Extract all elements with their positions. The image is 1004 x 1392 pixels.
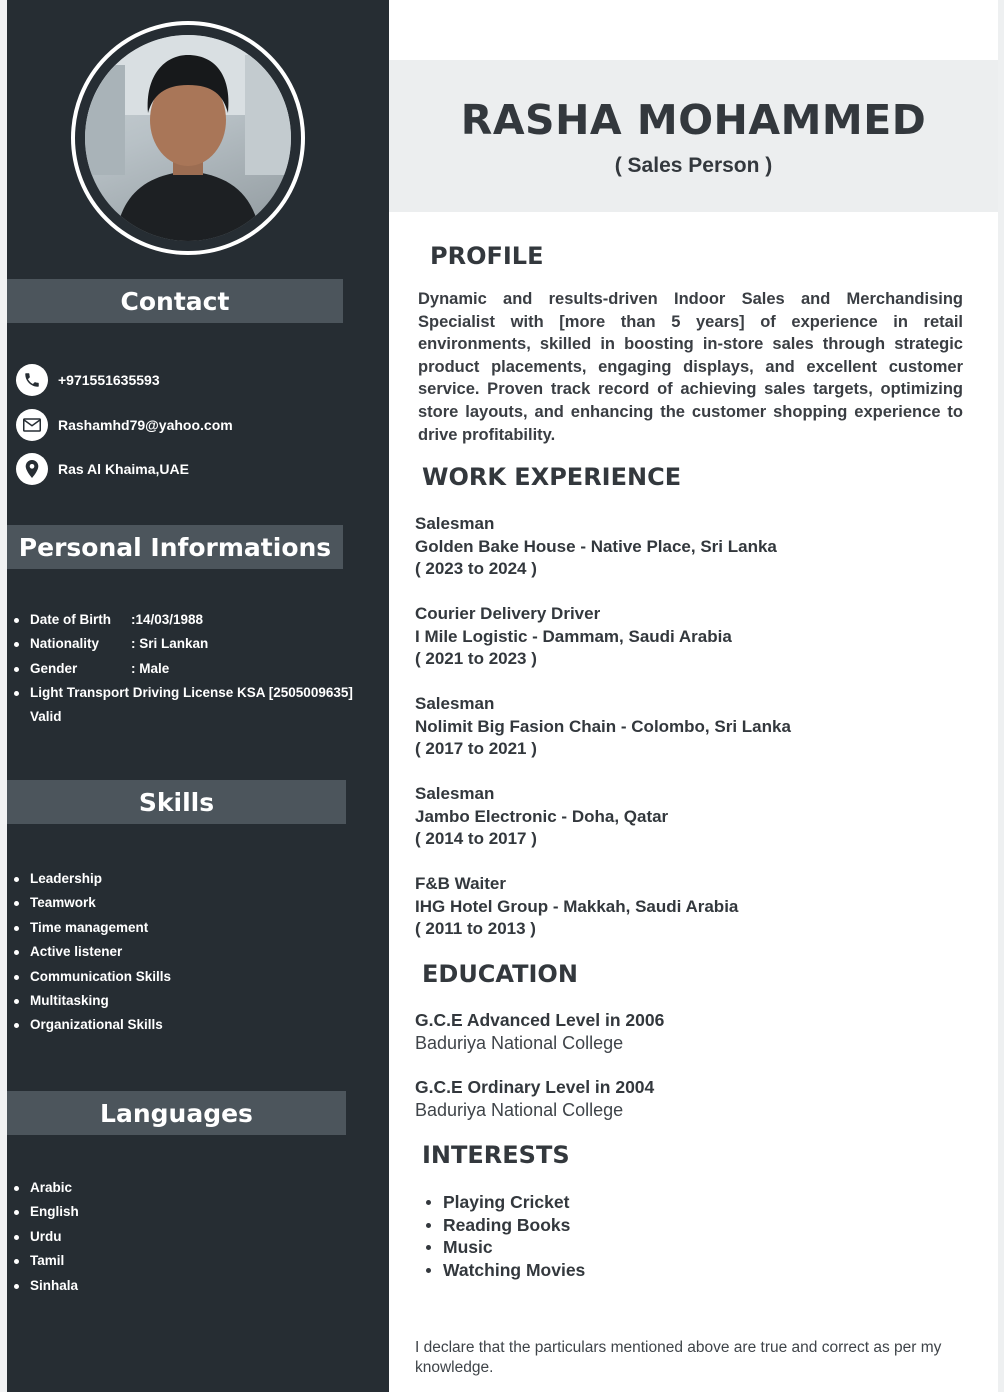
job-period: ( 2023 to 2024 )	[415, 559, 537, 578]
job-company: IHG Hotel Group - Makkah, Saudi Arabia	[415, 896, 739, 916]
skills-heading: Skills	[7, 780, 346, 824]
list-item: Tamil	[13, 1249, 79, 1273]
email-address: Rashamhd79@yahoo.com	[58, 417, 233, 433]
list-item: Time management	[13, 916, 171, 940]
list-item: Sinhala	[13, 1274, 79, 1298]
job-title: Salesman	[415, 694, 495, 713]
name-header	[389, 60, 998, 212]
location-text: Ras Al Khaima,UAE	[58, 461, 189, 477]
list-item: Date of Birth :14/03/1988	[13, 608, 353, 632]
job-entry	[415, 873, 738, 941]
languages-list	[13, 1176, 79, 1298]
list-item: Multitasking	[13, 989, 171, 1013]
education-heading: EDUCATION	[422, 960, 578, 988]
education-school: Baduriya National College	[415, 1100, 624, 1120]
list-item: Gender : Male	[13, 657, 353, 681]
languages-heading: Languages	[7, 1091, 346, 1135]
contact-phone[interactable]	[16, 364, 160, 396]
person-name: RASHA MOHAMMED	[460, 96, 927, 144]
skills-list	[13, 867, 171, 1038]
list-item: Watching Movies	[424, 1259, 585, 1282]
interests-heading: INTERESTS	[422, 1141, 570, 1169]
list-item: Reading Books	[424, 1214, 585, 1237]
job-entry	[415, 513, 777, 581]
person-portrait-icon	[85, 35, 291, 241]
job-company: Golden Bake House - Native Place, Sri Lanka	[415, 536, 777, 556]
profile-summary: Dynamic and results-driven Indoor Sales and Merchandising Specialist with [more than 5 years] of experience in retail environments, skilled in boosting in-store sales through strategic product placements, engaging displays, and excellent customer service. Proven track record of achieving sales targets, optimizing store layouts, and enhancing the customer shopping experience to drive profitability.	[418, 290, 963, 444]
license-validity: Valid	[30, 709, 62, 724]
phone-icon	[16, 364, 48, 396]
list-item: English	[13, 1200, 79, 1224]
list-item: Urdu	[13, 1225, 79, 1249]
sidebar	[7, 0, 389, 1392]
list-item: Communication Skills	[13, 965, 171, 989]
list-item: Teamwork	[13, 891, 171, 915]
list-item: Leadership	[13, 867, 171, 891]
contact-heading: Contact	[7, 279, 343, 323]
job-period: ( 2017 to 2021 )	[415, 739, 537, 758]
job-company: I Mile Logistic - Dammam, Saudi Arabia	[415, 626, 732, 646]
education-title: G.C.E Advanced Level in 2006	[415, 1010, 665, 1030]
email-icon	[16, 409, 48, 441]
list-item: Music	[424, 1236, 585, 1259]
list-item: Playing Cricket	[424, 1191, 585, 1214]
list-item: Active listener	[13, 940, 171, 964]
job-entry	[415, 603, 732, 671]
profile-heading: PROFILE	[430, 242, 544, 270]
job-entry	[415, 783, 668, 851]
page-edge-right	[998, 0, 1004, 1392]
job-title: Courier Delivery Driver	[415, 604, 601, 623]
phone-number: +971551635593	[58, 372, 160, 388]
personal-info-list	[13, 608, 353, 706]
contact-location	[16, 453, 189, 485]
list-item: Nationality : Sri Lankan	[13, 632, 353, 656]
contact-email[interactable]	[16, 409, 233, 441]
job-period: ( 2021 to 2023 )	[415, 649, 537, 668]
list-item: Arabic	[13, 1176, 79, 1200]
location-pin-icon	[16, 453, 48, 485]
list-item: Light Transport Driving License KSA [2505009635]	[13, 681, 353, 705]
education-title: G.C.E Ordinary Level in 2004	[415, 1077, 655, 1097]
job-period: ( 2011 to 2013 )	[415, 919, 536, 938]
job-title: Salesman	[415, 514, 495, 533]
interests-list	[424, 1191, 585, 1281]
personal-info-heading: Personal Informations	[7, 525, 343, 569]
list-item: Organizational Skills	[13, 1013, 171, 1037]
job-period: ( 2014 to 2017 )	[415, 829, 537, 848]
job-title: Salesman	[415, 784, 495, 803]
job-entry	[415, 693, 791, 761]
work-experience-heading: WORK EXPERIENCE	[422, 463, 682, 491]
page-edge-left	[0, 0, 7, 1392]
declaration-text: I declare that the particulars mentioned above are true and correct as per my knowledge.	[415, 1339, 942, 1376]
job-title: F&B Waiter	[415, 874, 506, 893]
person-role: ( Sales Person )	[614, 154, 773, 177]
profile-photo	[85, 35, 291, 241]
profile-photo-frame	[71, 21, 305, 255]
job-company: Jambo Electronic - Doha, Qatar	[415, 806, 669, 826]
education-school: Baduriya National College	[415, 1033, 624, 1053]
job-company: Nolimit Big Fasion Chain - Colombo, Sri Lanka	[415, 716, 791, 736]
